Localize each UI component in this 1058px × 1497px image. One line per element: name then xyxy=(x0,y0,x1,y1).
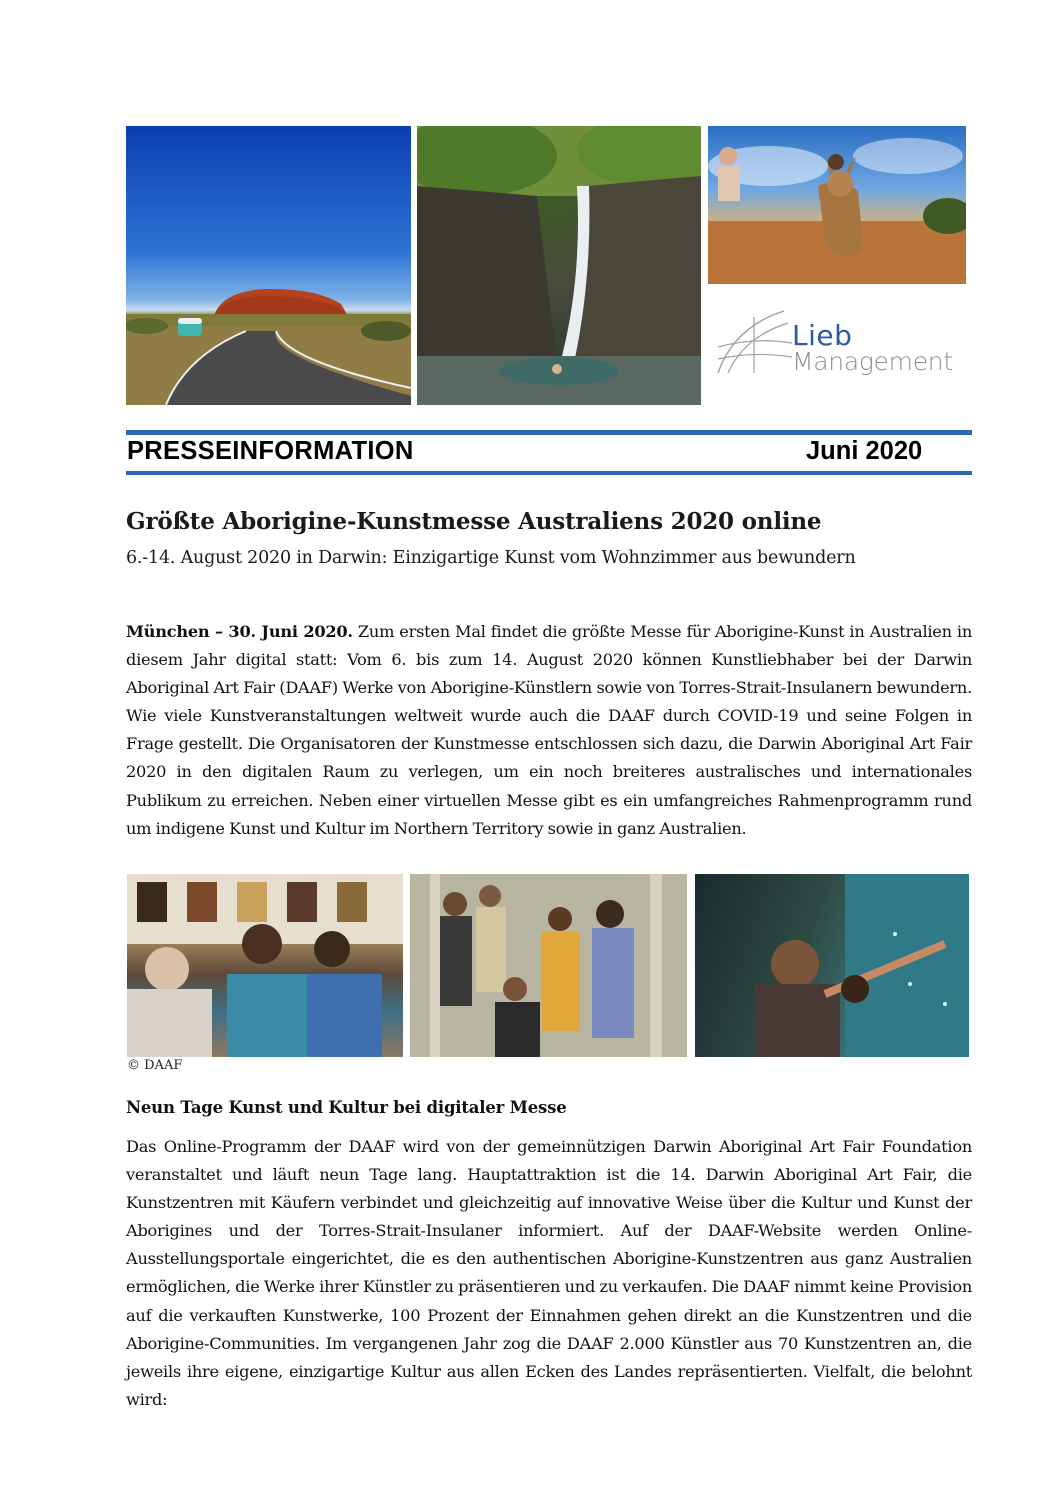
gallery-illustration xyxy=(127,874,403,1057)
kangaroo-illustration xyxy=(708,126,966,284)
fashion-models-photo xyxy=(410,874,687,1057)
uluru-road-photo xyxy=(126,126,411,405)
digital-exhibit-photo xyxy=(695,874,969,1057)
logo-wordmark-management: Management xyxy=(792,347,953,376)
press-date: Juni 2020 xyxy=(806,437,923,465)
waterfall-illustration xyxy=(417,126,701,405)
fashion-illustration xyxy=(410,874,687,1057)
intro-text: Zum ersten Mal findet die größte Messe für Aborigine-Kunst in Australien in diesem Jahr digital statt: Vom 6. bis zum 14. August 2020 können Kunstliebhaber bei der Darwin Aboriginal Art Fair (DAAF) Werke von Aborigine-Künstlern sowie von Torres-Strait-Insulanern bewundern. Wie viele Kunstveranstaltungen weltweit wurde auch die DAAF durch COVID-19 und seine Folgen in Frage gestellt. Die Organisatoren der Kunstmesse entschlossen sich dazu, die Darwin Aboriginal Art Fair 2020 in den digitalen Raum zu verlegen, um ein noch breiteres australisches und internationales Publikum zu erreichen. Neben einer virtuellen Messe gibt es ein umfangreiches Rahmenprogramm rund um indigene Kunst und Kultur im Northern Territory sowie in ganz Australien. xyxy=(126,622,973,838)
section-heading: Neun Tage Kunst und Kultur bei digitaler Messe xyxy=(126,1098,567,1117)
exhibit-illustration xyxy=(695,874,969,1057)
uluru-road-illustration xyxy=(126,126,411,405)
logo-wordmark-lieb: Lieb xyxy=(792,319,853,352)
article-headline: Größte Aborigine-Kunstmesse Australiens 2020 online xyxy=(126,508,822,535)
press-bar-top-rule xyxy=(126,430,972,435)
waterfall-photo xyxy=(417,126,701,405)
photo-credit: © DAAF xyxy=(127,1058,183,1073)
logo-globe-icon xyxy=(714,307,794,379)
section-paragraph: Das Online-Programm der DAAF wird von der gemeinnützigen Darwin Aboriginal Art Fair Foundation veranstaltet und läuft neun Tage lang. Hauptattraktion ist die 14. Darwin Aboriginal Art Fair, die Kunstzentren mit Käufern verbindet und gleichzeitig auf innovative Weise über die Kultur und Kunst der Aborigines und der Torres-Strait-Insulaner informiert. Auf der DAAF-Website werden Online-Ausstellungsportale eingerichtet, die es den authentischen Aborigine-Kunstzentren aus ganz Australien ermöglichen, die Werke ihrer Künstler zu präsentieren und zu verkaufen. Die DAAF nimmt keine Provision auf die verkauften Kunstwerke, 100 Prozent der Einnahmen gehen direkt an die Kunstzentren und die Aborigine-Communities. Im vergangenen Jahr zog die DAAF 2.000 Künstler aus 70 Kunstzentren an, die jeweils ihre eigene, einzigartige Kultur aus allen Ecken des Landes repräsentierten. Vielfalt, die belohnt wird: xyxy=(126,1137,972,1409)
dateline: München – 30. Juni 2020. xyxy=(126,622,353,641)
press-information-label: PRESSEINFORMATION xyxy=(127,437,414,465)
article-subheadline: 6.-14. August 2020 in Darwin: Einzigartige Kunst vom Wohnzimmer aus bewundern xyxy=(126,548,856,568)
kangaroo-photo xyxy=(708,126,966,284)
lieb-management-logo xyxy=(714,307,964,379)
intro-paragraph xyxy=(126,618,972,843)
art-fair-gallery-photo xyxy=(127,874,403,1057)
press-bar-bottom-rule xyxy=(126,471,972,475)
